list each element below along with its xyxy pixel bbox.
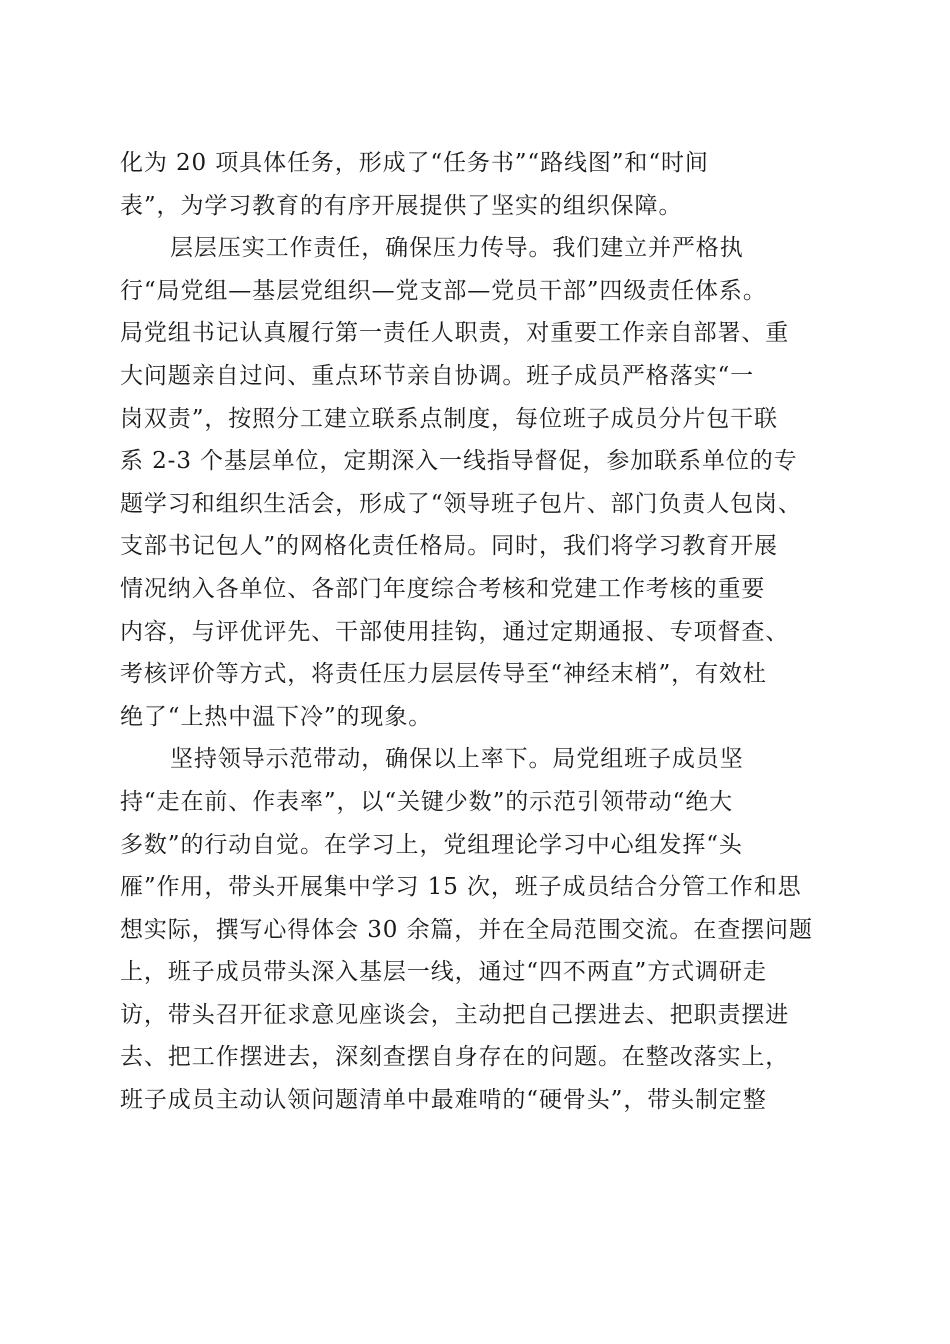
text-line: 绝了“上热中温下冷”的现象。 <box>120 703 433 730</box>
paragraph-2 <box>120 227 830 738</box>
text-line: 雁”作用，带头开展集中学习 15 次，班子成员结合分管工作和思 <box>120 874 802 901</box>
text-line: 班子成员主动认领问题清单中最难啃的“硬骨头”，带头制定整 <box>120 1087 767 1114</box>
text-line: 层层压实工作责任，确保压力传导。我们建立并严格执 <box>170 235 744 262</box>
text-line: 支部书记包人”的网格化责任格局。同时，我们将学习教育开展 <box>120 533 778 560</box>
text-line: 情况纳入各单位、各部门年度综合考核和党建工作考核的重要 <box>120 575 766 602</box>
text-line: 坚持领导示范带动，确保以上率下。局党组班子成员坚 <box>170 746 744 773</box>
text-line: 上，班子成员带头深入基层一线，通过“四不两直”方式调研走 <box>120 959 767 986</box>
paragraph-1 <box>120 142 830 227</box>
text-line: 化为 20 项具体任务，形成了“任务书”“路线图”和“时间 <box>120 150 709 176</box>
text-line: 多数”的行动自觉。在学习上，党组理论学习中心组发挥“头 <box>120 831 743 858</box>
text-line: 考核评价等方式，将责任压力层层传导至“神经末梢”，有效杜 <box>120 661 767 688</box>
text-line: 题学习和组织生活会，形成了“领导班子包片、部门负责人包岗、 <box>120 490 802 517</box>
document-body <box>120 142 830 1122</box>
text-line: 表”，为学习教育的有序开展提供了坚实的组织保障。 <box>120 192 683 219</box>
text-line: 大问题亲自过问、重点环节亲自协调。班子成员严格落实“一 <box>120 362 755 389</box>
text-line: 内容，与评优评先、干部使用挂钩，通过定期通报、专项督查、 <box>120 618 790 645</box>
text-line: 局党组书记认真履行第一责任人职责，对重要工作亲自部署、重 <box>120 320 790 347</box>
text-line: 持“走在前、作表率”，以“关键少数”的示范引领带动“绝大 <box>120 788 733 815</box>
text-line: 想实际，撰写心得体会 30 余篇，并在全局范围交流。在查摆问题 <box>120 916 813 943</box>
paragraph-3 <box>120 738 830 1121</box>
text-line: 访，带头召开征求意见座谈会，主动把自己摆进去、把职责摆进 <box>120 1001 790 1028</box>
text-line: 行“局党组—基层党组织—党支部—党员干部”四级责任体系。 <box>120 277 767 304</box>
text-line: 系 2-3 个基层单位，定期深入一线指导督促，参加联系单位的专 <box>120 448 798 475</box>
text-line: 岗双责”，按照分工建立联系点制度，每位班子成员分片包干联 <box>120 405 778 432</box>
text-line: 去、把工作摆进去，深刻查摆自身存在的问题。在整改落实上， <box>120 1044 790 1071</box>
